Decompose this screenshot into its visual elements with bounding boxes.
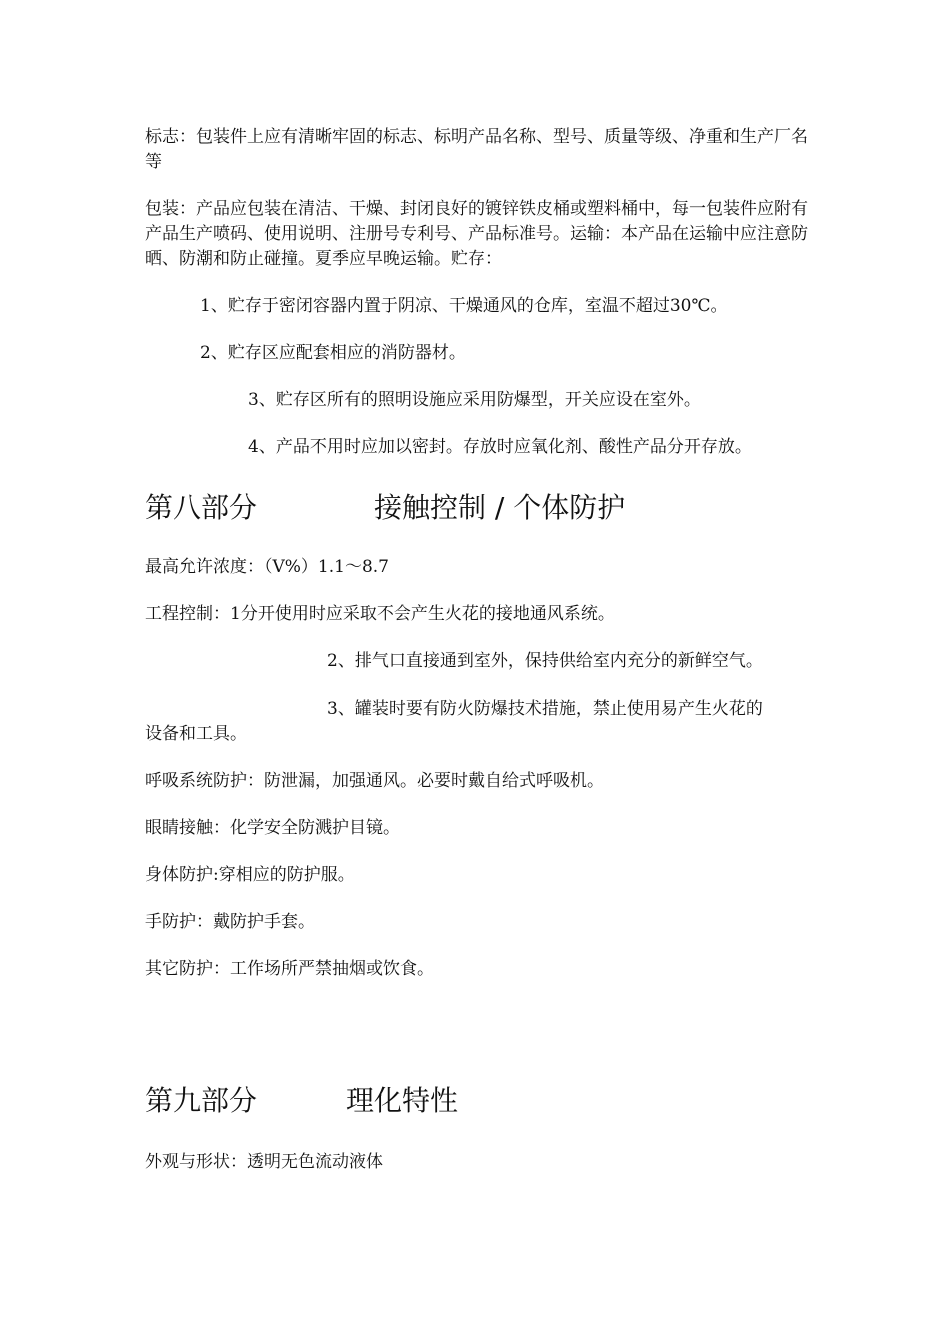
engineering-control: 工程控制：1分开使用时应采取不会产生火花的接地通风系统。 xyxy=(145,604,615,624)
hand-protection: 手防护：戴防护手套。 xyxy=(145,912,315,932)
engineering-item-3-line-1: 3、罐装时要有防火防爆技术措施，禁止使用易产生火花的 xyxy=(327,699,763,719)
section-8-part-label: 第八部分 xyxy=(145,491,258,524)
respiratory-protection: 呼吸系统防护：防泄漏，加强通风。必要时戴自给式呼吸机。 xyxy=(145,771,604,791)
packaging-transport-paragraph: 包装：产品应包装在清洁、干燥、封闭良好的镀锌铁皮桶或塑料桶中，每一包装件应附有产品生产喷码、使用说明、注册号专利号、产品标准号。运输：本产品在运输中应注意防晒、防潮和防止碰撞。夏季应早晚运输。贮存： xyxy=(145,199,808,269)
marking-paragraph: 标志：包装件上应有清晰牢固的标志、标明产品名称、型号、质量等级、净重和生产厂名等 xyxy=(145,127,808,172)
engineering-item-3-line-2: 设备和工具。 xyxy=(145,724,247,744)
section-8-title: 接触控制 / 个体防护 xyxy=(374,491,626,524)
storage-item-2: 2、贮存区应配套相应的消防器材。 xyxy=(200,343,466,363)
engineering-item-2: 2、排气口直接通到室外，保持供给室内充分的新鲜空气。 xyxy=(327,651,763,671)
section-9-part-label: 第九部分 xyxy=(145,1084,258,1117)
storage-item-4: 4、产品不用时应加以密封。存放时应氧化剂、酸性产品分开存放。 xyxy=(248,437,752,457)
other-protection: 其它防护：工作场所严禁抽烟或饮食。 xyxy=(145,959,434,979)
max-allowed-concentration: 最高允许浓度：（V%）1.1～8.7 xyxy=(145,557,390,577)
section-9-title: 理化特性 xyxy=(346,1084,459,1117)
appearance-and-form: 外观与形状：透明无色流动液体 xyxy=(145,1152,383,1172)
storage-item-3: 3、贮存区所有的照明设施应采用防爆型，开关应设在室外。 xyxy=(248,390,701,410)
body-protection: 身体防护:穿相应的防护服。 xyxy=(145,865,355,885)
eye-contact: 眼睛接触：化学安全防溅护目镜。 xyxy=(145,818,400,838)
storage-item-1: 1、贮存于密闭容器内置于阴凉、干燥通风的仓库，室温不超过30℃。 xyxy=(200,296,728,316)
